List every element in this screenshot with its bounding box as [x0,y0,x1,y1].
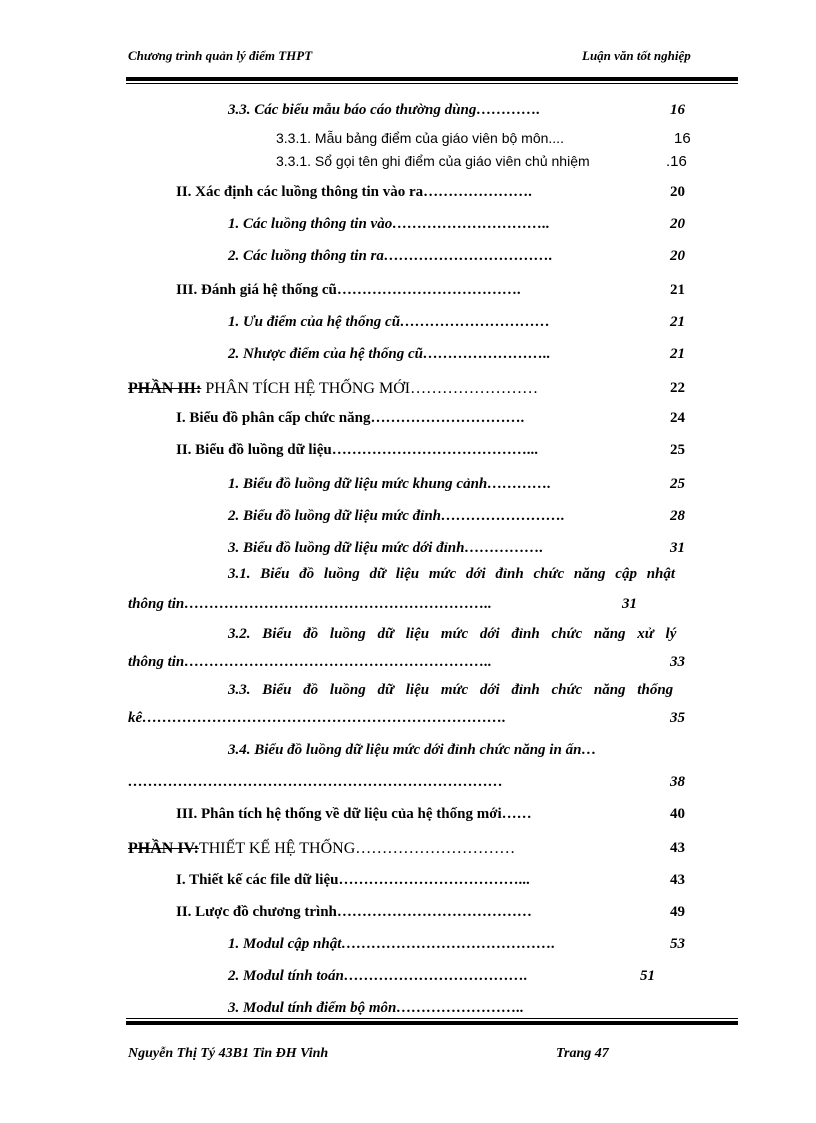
toc-entry: 3. Biểu đồ luồng dữ liệu mức dới đỉnh……………. [228,540,544,556]
toc-entry: 2. Các luồng thông tin ra……………………………. [228,248,553,264]
toc-page: 21 [670,346,685,362]
page-header-right: Luận văn tốt nghiệp [582,48,691,63]
toc-entry: 1. Các luồng thông tin vào………………………….. [228,216,550,232]
toc-entry: thông tin…………………………………………………….. [128,596,492,612]
toc-page: 28 [670,508,685,524]
toc-page: 20 [670,248,685,264]
toc-entry: II. Biểu đồ luồng dữ liệu…………………………………... [176,442,538,458]
toc-entry: 1. Ưu điểm của hệ thống cũ………………………… [228,314,551,330]
toc-entry: 2. Modul tính toán………………………………. [228,968,528,984]
toc-entry: III. Phân tích hệ thống về dữ liệu của hệ thống mới…… [176,806,532,822]
toc-entry: 3.2. Biểu đồ luồng dữ liệu mức dới đỉnh chức năng xử lý [228,626,677,642]
part-title: THIẾT KẾ HỆ THỐNG………………………… [198,840,516,857]
toc-entry: III. Đánh giá hệ thống cũ………………………………. [176,282,521,298]
page-footer-right: Trang 47 [556,1046,609,1061]
toc-page: 43 [670,840,685,856]
toc-page: 49 [670,904,685,920]
toc-entry: I. Thiết kế các file dữ liệu………………………………... [176,872,530,888]
toc-page: 16 [674,130,691,147]
part-prefix: PHẦN III: [128,380,202,397]
toc-entry: 3.3.1. Sổ gọi tên ghi điểm của giáo viên chủ nhiệm [276,153,590,169]
footer-rule-thin [126,1018,738,1019]
toc-page: 51 [640,968,655,984]
toc-page: 38 [670,774,685,790]
toc-page: 43 [670,872,685,888]
page-footer-left: Nguyễn Thị Tý 43B1 Tin ĐH Vinh [128,1046,329,1061]
toc-page: 22 [670,380,685,396]
toc-page: 24 [670,410,685,426]
page-header-left: Chương trình quản lý điểm THPT [128,48,313,63]
toc-entry: 3.3. Biểu đồ luồng dữ liệu mức dới đỉnh chức năng thống [228,682,674,698]
toc-page: 21 [670,314,685,330]
toc-page: 53 [670,936,685,952]
toc-entry: 3.3.1. Mẫu bảng điểm của giáo viên bộ môn.... [276,130,564,146]
toc-page: 33 [670,654,685,670]
toc-page: 20 [670,184,685,200]
toc-entry: 2. Biểu đồ luồng dữ liệu mức đỉnh……………………. [228,508,565,524]
toc-entry: thông tin…………………………………………………….. [128,654,492,670]
toc-entry: kê………………………………………………………………. [128,710,506,726]
header-rule-thin [126,83,738,84]
toc-entry: II. Lược đồ chương trình………………………………… [176,904,532,920]
toc-entry: 3.3. Các biểu mẫu báo cáo thường dùng…………. [228,102,541,118]
toc-page: 20 [670,216,685,232]
toc-entry: II. Xác định các luồng thông tin vào ra…………………. [176,184,532,200]
toc-page: .16 [666,153,687,170]
header-rule-thick [126,77,738,81]
toc-page: 21 [670,282,685,298]
part-prefix: PHẦN IV: [128,840,199,857]
toc-page: 40 [670,806,685,822]
toc-page: 25 [670,442,685,458]
footer-rule-thick [126,1021,738,1025]
toc-entry: I. Biểu đồ phân cấp chức năng…………………………. [176,410,525,426]
toc-page: 31 [670,540,685,556]
toc-page: 31 [622,596,637,612]
toc-page: 25 [670,476,685,492]
toc-entry: 1. Modul cập nhật……………………………………. [228,936,556,952]
toc-entry: 3.4. Biểu đồ luồng dữ liệu mức dới đỉnh chức năng in ấn… [228,742,597,758]
toc-entry: ………………………………………………………………… [128,774,503,790]
toc-entry: 1. Biểu đồ luồng dữ liệu mức khung cảnh…………. [228,476,552,492]
part-title: PHÂN TÍCH HỆ THỐNG MỚI…………………… [201,380,539,397]
toc-page: 16 [670,102,685,118]
toc-entry: 2. Nhược điểm của hệ thống cũ…………………….. [228,346,551,362]
toc-page: 35 [670,710,685,726]
toc-part-entry [128,840,515,858]
toc-entry: 3.1. Biểu đồ luồng dữ liệu mức dới đỉnh chức năng cập nhật [228,566,676,582]
toc-part-entry [128,380,538,398]
toc-entry: 3. Modul tính điểm bộ môn…………………….. [228,1000,524,1016]
